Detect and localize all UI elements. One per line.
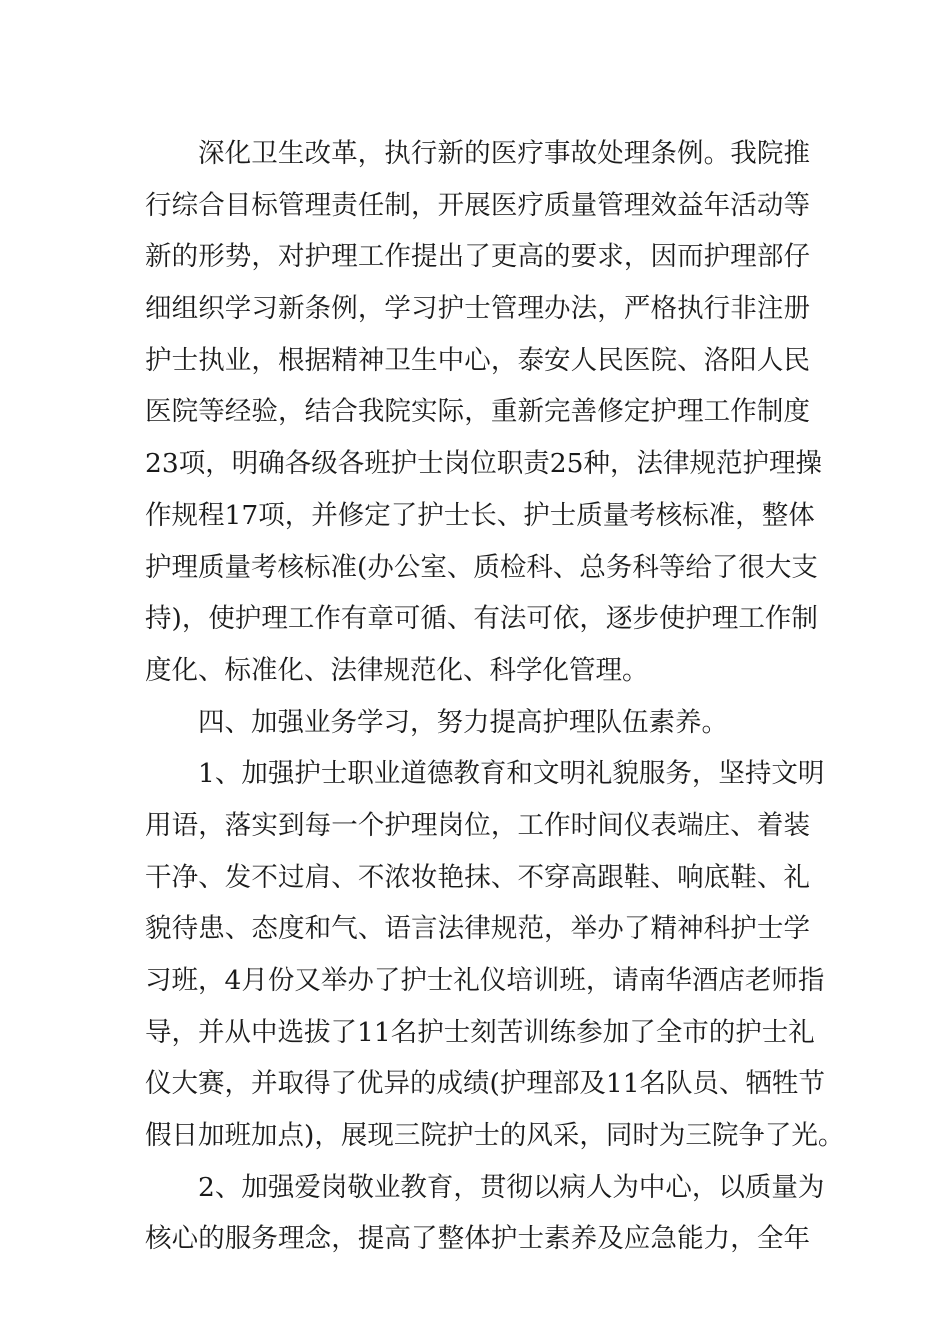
text-line: 假日加班加点)，展现三院护士的风采，同时为三院争了光。	[145, 1120, 845, 1152]
text-line: 细组织学习新条例，学习护士管理办法，严格执行非注册	[145, 293, 810, 325]
text-line: 1、加强护士职业道德教育和文明礼貌服务，坚持文明	[198, 758, 825, 790]
text-line: 医院等经验，结合我院实际，重新完善修定护理工作制度	[145, 396, 810, 428]
text-line: 新的形势，对护理工作提出了更高的要求，因而护理部仔	[145, 241, 810, 273]
text-line: 行综合目标管理责任制，开展医疗质量管理效益年活动等	[145, 189, 810, 221]
text-line: 护士执业，根据精神卫生中心，泰安人民医院、洛阳人民	[145, 344, 810, 376]
text-line: 深化卫生改革，执行新的医疗事故处理条例。我院推	[198, 138, 810, 169]
text-line: 23项，明确各级各班护士岗位职责25种，法律规范护理操	[145, 448, 822, 480]
text-line: 持)，使护理工作有章可循、有法可依，逐步使护理工作制	[145, 603, 818, 635]
text-line: 导，并从中选拔了11名护士刻苦训练参加了全市的护士礼	[145, 1016, 815, 1048]
text-line: 习班，4月份又举办了护士礼仪培训班，请南华酒店老师指	[145, 965, 825, 996]
text-line: 2、加强爱岗敬业教育，贯彻以病人为中心，以质量为	[198, 1171, 825, 1203]
text-line: 作规程17项，并修定了护士长、护士质量考核标准，整体	[145, 499, 815, 531]
text-line: 用语，落实到每一个护理岗位，工作时间仪表端庄、着装	[145, 809, 810, 841]
text-line: 核心的服务理念，提高了整体护士素养及应急能力，全年	[145, 1223, 810, 1255]
text-line: 度化、标准化、法律规范化、科学化管理。	[145, 654, 649, 686]
text-line: 貌待患、态度和气、语言法律规范，举办了精神科护士学	[145, 913, 810, 945]
text-line: 四、加强业务学习，努力提高护理队伍素养。	[198, 706, 728, 738]
text-line: 护理质量考核标准(办公室、质检科、总务科等给了很大支	[145, 551, 818, 583]
body-text	[145, 128, 845, 1265]
text-line: 仪大赛，并取得了优异的成绩(护理部及11名队员、牺牲节	[145, 1068, 826, 1100]
text-line: 干净、发不过肩、不浓妆艳抹、不穿高跟鞋、响底鞋、礼	[145, 861, 810, 893]
